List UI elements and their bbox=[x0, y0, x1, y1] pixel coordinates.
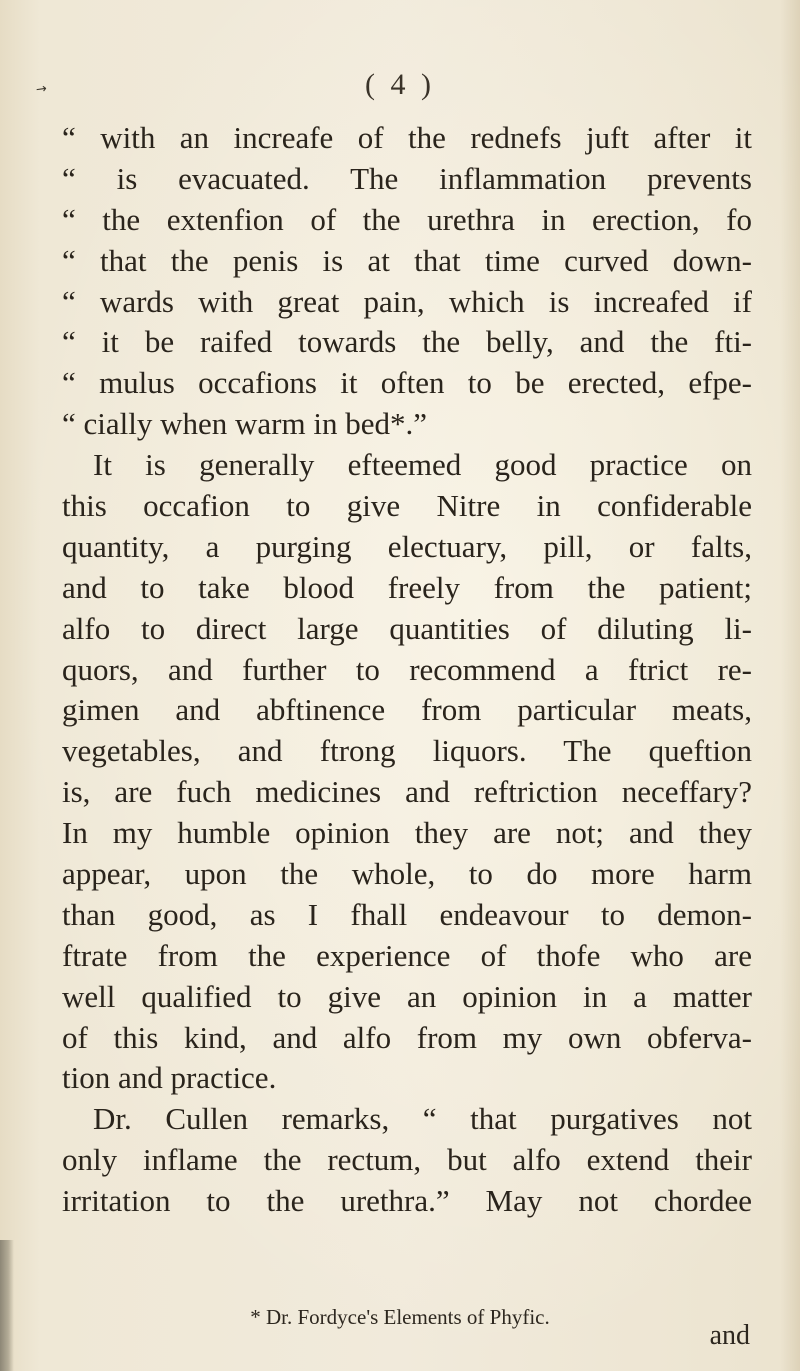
text-line: alfo to direct large quantities of diluting li- bbox=[62, 610, 752, 646]
text-line: “ with an increafe of the rednefs juft after it bbox=[62, 120, 752, 155]
text-line: “ mulus occafions it often to be erected, efpe- bbox=[62, 365, 752, 401]
text-line: In my humble opinion they are not; and they bbox=[62, 815, 752, 851]
text-line: “ wards with great pain, which is increafed if bbox=[62, 283, 752, 319]
text-line: “ is evacuated. The inflammation prevents bbox=[62, 160, 752, 196]
text-line: gimen and abftinence from particular meats, bbox=[62, 692, 752, 728]
page-number-header: ( 4 ) bbox=[365, 68, 435, 101]
text-line: and to take blood freely from the patient; bbox=[62, 569, 752, 605]
text-line: Dr. Cullen remarks, “ that purgatives not bbox=[93, 1101, 752, 1137]
text-line: It is generally efteemed good practice on bbox=[93, 447, 752, 483]
text-line: vegetables, and ftrong liquors. The queftion bbox=[62, 733, 752, 769]
body-text bbox=[62, 118, 752, 1222]
text-line: appear, upon the whole, to do more harm bbox=[62, 856, 752, 892]
text-line: irritation to the urethra.” May not chordee bbox=[62, 1183, 752, 1219]
text-line: “ the extenfion of the urethra in erection, fo bbox=[62, 201, 752, 237]
text-line: “ cially when warm in bed*.” bbox=[62, 406, 427, 442]
text-line: well qualified to give an opinion in a matter bbox=[62, 978, 752, 1014]
text-line: only inflame the rectum, but alfo extend their bbox=[62, 1142, 752, 1178]
text-line: than good, as I fhall endeavour to demon- bbox=[62, 896, 752, 932]
text-line: quors, and further to recommend a ftrict re- bbox=[62, 651, 752, 687]
text-line: this occafion to give Nitre in confiderable bbox=[62, 488, 752, 524]
text-line: tion and practice. bbox=[62, 1060, 277, 1096]
catchword: and bbox=[709, 1320, 750, 1351]
text-line: ftrate from the experience of thofe who are bbox=[62, 937, 752, 973]
text-line: of this kind, and alfo from my own obferva- bbox=[62, 1019, 752, 1055]
text-line: is, are fuch medicines and reftriction neceffary? bbox=[62, 774, 752, 810]
text-line: “ it be raifed towards the belly, and the fti- bbox=[62, 324, 752, 360]
text-line: “ that the penis is at that time curved down- bbox=[62, 242, 752, 278]
footnote: * Dr. Fordyce's Elements of Phyfic. bbox=[250, 1305, 550, 1329]
corner-mark: → bbox=[35, 81, 48, 98]
text-line: quantity, a purging electuary, pill, or falts, bbox=[62, 528, 752, 564]
